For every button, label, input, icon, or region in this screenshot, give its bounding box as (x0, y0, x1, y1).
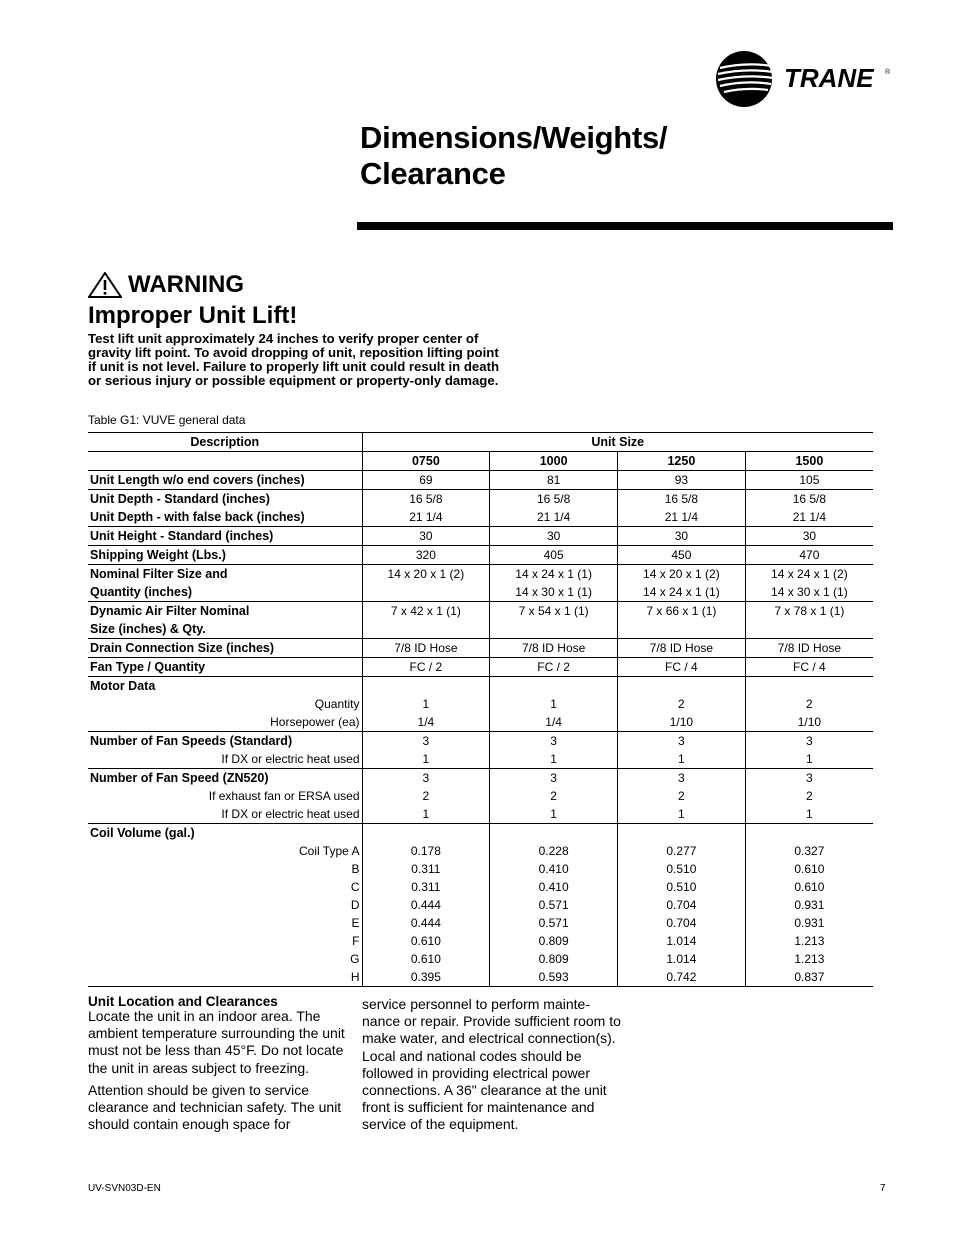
value-cell: 21 1/4 (362, 508, 490, 527)
row-label: Horsepower (ea) (270, 715, 360, 729)
trane-logo-mark (716, 50, 896, 110)
value-cell: 16 5/8 (745, 490, 873, 509)
row-label: Drain Connection Size (inches) (88, 639, 362, 658)
paragraph: Attention should be given to service clearance and technician safety. The unit should contain enough space for (88, 1081, 342, 1133)
value-cell: 30 (362, 527, 490, 546)
value-cell: 7/8 ID Hose (745, 639, 873, 658)
row-label: D (350, 898, 360, 912)
value-cell: 1/10 (745, 713, 873, 732)
value-cell: 1 (490, 695, 618, 713)
row-label: Quantity (314, 697, 360, 711)
table-row (88, 602, 873, 621)
value-cell: 3 (618, 769, 746, 788)
footer-page-number: 7 (880, 1183, 886, 1194)
table-caption: Table G1: VUVE general data (88, 413, 246, 427)
row-label: Coil Volume (gal.) (88, 824, 362, 843)
value-cell: 0.410 (490, 878, 618, 896)
value-cell: 7 x 42 x 1 (1) (362, 602, 490, 621)
row-label: Fan Type / Quantity (88, 658, 362, 677)
table-row (88, 787, 873, 805)
value-cell: 3 (618, 732, 746, 751)
paragraph: Locate the unit in an indoor area. The ambient temperature surrounding the unit must not be less than 45°F. Do not locate the unit in areas subject to freezing. (88, 1008, 345, 1076)
brand-logo (716, 50, 896, 110)
value-cell (362, 824, 490, 843)
value-cell: 0.610 (362, 950, 490, 968)
row-label: Motor Data (88, 677, 362, 696)
value-cell: 16 5/8 (362, 490, 490, 509)
value-cell: 30 (745, 527, 873, 546)
value-cell: 14 x 20 x 1 (2) (618, 565, 746, 584)
row-label: F (352, 934, 360, 948)
row-label: E (351, 916, 360, 930)
title-rule (357, 222, 893, 230)
value-cell: 1 (745, 750, 873, 769)
warning-heading-text: WARNING (128, 271, 244, 298)
section-heading: Unit Location and Clearances (88, 994, 278, 1009)
value-cell: FC / 4 (618, 658, 746, 677)
value-cell: 2 (618, 787, 746, 805)
row-label: Dynamic Air Filter Nominal (88, 602, 362, 621)
value-cell: 3 (745, 769, 873, 788)
value-cell: 1 (618, 750, 746, 769)
value-cell: 0.704 (618, 896, 746, 914)
page-title-line1: Dimensions/Weights/ (360, 120, 668, 155)
warning-triangle-icon (88, 272, 122, 298)
value-cell: 0.610 (745, 878, 873, 896)
value-cell: 3 (362, 732, 490, 751)
text-column-left (88, 1008, 350, 1138)
table-row (88, 583, 873, 602)
table-row (88, 968, 873, 987)
value-cell (745, 620, 873, 639)
value-cell: 7 x 66 x 1 (1) (618, 602, 746, 621)
row-label: Unit Height - Standard (inches) (88, 527, 362, 546)
paragraph: service personnel to perform mainte-nance or repair. Provide sufficient room to make water, and electrical connection(s). Local and national codes should be followed in providing electrical power connections. A 36" clearance at the unit front is sufficient for maintenance and service of the equipment. (362, 996, 621, 1133)
value-cell: FC / 2 (362, 658, 490, 677)
table-row (88, 471, 873, 490)
table-row (88, 527, 873, 546)
table-row (88, 878, 873, 896)
value-cell: 7/8 ID Hose (362, 639, 490, 658)
table-row (88, 565, 873, 584)
value-cell: 0.931 (745, 914, 873, 932)
value-cell: 2 (745, 695, 873, 713)
row-label: Unit Length w/o end covers (inches) (88, 471, 362, 490)
value-cell: 0.277 (618, 842, 746, 860)
value-cell: 21 1/4 (618, 508, 746, 527)
table-row (88, 950, 873, 968)
value-cell (362, 677, 490, 696)
text-column-right (362, 996, 624, 1139)
table-row (88, 750, 873, 769)
row-label: Number of Fan Speed (ZN520) (88, 769, 362, 788)
table-row (88, 824, 873, 843)
value-cell: 14 x 30 x 1 (1) (490, 583, 618, 602)
row-label: If DX or electric heat used (221, 807, 360, 821)
table-row (88, 639, 873, 658)
value-cell: 7 x 78 x 1 (1) (745, 602, 873, 621)
value-cell: 3 (362, 769, 490, 788)
value-cell: 81 (490, 471, 618, 490)
value-cell: 0.178 (362, 842, 490, 860)
row-label: B (351, 862, 360, 876)
value-cell (362, 620, 490, 639)
warning-heading (88, 271, 508, 299)
warning-body: Test lift unit approximately 24 inches to verify proper center of gravity lift point. To avoid dropping of unit, reposition lifting point if unit is not level. Failure to properly lift unit could result in death or serious injury or possible equipment or property-only damage. (88, 331, 500, 388)
value-cell: 0.610 (362, 932, 490, 950)
value-cell: 21 1/4 (490, 508, 618, 527)
row-label: Size (inches) & Qty. (90, 622, 206, 636)
table-row (88, 658, 873, 677)
row-label: If exhaust fan or ERSA used (208, 789, 360, 803)
value-cell: 0.311 (362, 860, 490, 878)
table-row (88, 805, 873, 824)
value-cell: FC / 4 (745, 658, 873, 677)
value-cell (745, 824, 873, 843)
value-cell: 1 (362, 805, 490, 824)
value-cell (362, 583, 490, 602)
table-row (88, 713, 873, 732)
value-cell: 0.837 (745, 968, 873, 987)
value-cell: 1 (490, 750, 618, 769)
unit-size-0750: 0750 (362, 452, 490, 471)
value-cell: 1 (618, 805, 746, 824)
value-cell: 3 (490, 732, 618, 751)
value-cell: 0.395 (362, 968, 490, 987)
value-cell: 0.742 (618, 968, 746, 987)
value-cell: 0.593 (490, 968, 618, 987)
vuve-general-data-table (88, 432, 873, 987)
value-cell: 1.014 (618, 932, 746, 950)
value-cell: 0.571 (490, 896, 618, 914)
value-cell: 0.809 (490, 932, 618, 950)
value-cell: 470 (745, 546, 873, 565)
value-cell: 2 (618, 695, 746, 713)
value-cell: 0.931 (745, 896, 873, 914)
value-cell: 14 x 20 x 1 (2) (362, 565, 490, 584)
value-cell: 1 (490, 805, 618, 824)
empty-header-cell (88, 452, 362, 471)
value-cell: 16 5/8 (490, 490, 618, 509)
value-cell: 3 (745, 732, 873, 751)
value-cell: 405 (490, 546, 618, 565)
table-row (88, 677, 873, 696)
row-label: Unit Depth - with false back (inches) (90, 510, 305, 524)
value-cell: 14 x 24 x 1 (1) (618, 583, 746, 602)
page-title-line2: Clearance (360, 156, 506, 191)
value-cell: 3 (490, 769, 618, 788)
value-cell: 1/4 (362, 713, 490, 732)
value-cell (490, 824, 618, 843)
table-row (88, 695, 873, 713)
table-row (88, 732, 873, 751)
table-row (88, 842, 873, 860)
value-cell: 450 (618, 546, 746, 565)
unit-size-1000: 1000 (490, 452, 618, 471)
brand-wordmark: TRANE (784, 63, 874, 93)
value-cell: 0.809 (490, 950, 618, 968)
unit-size-row (88, 452, 873, 471)
value-cell: 0.704 (618, 914, 746, 932)
value-cell: 21 1/4 (745, 508, 873, 527)
value-cell (490, 620, 618, 639)
value-cell: 1.014 (618, 950, 746, 968)
value-cell: FC / 2 (490, 658, 618, 677)
value-cell: 1.213 (745, 932, 873, 950)
value-cell: 2 (490, 787, 618, 805)
value-cell: 16 5/8 (618, 490, 746, 509)
table-row (88, 508, 873, 527)
value-cell: 0.510 (618, 860, 746, 878)
table-row (88, 769, 873, 788)
warning-subheading: Improper Unit Lift! (88, 302, 298, 329)
value-cell: 69 (362, 471, 490, 490)
value-cell: 0.410 (490, 860, 618, 878)
row-label: Coil Type A (299, 844, 360, 858)
value-cell: 30 (490, 527, 618, 546)
value-cell: 14 x 30 x 1 (1) (745, 583, 873, 602)
value-cell: 0.571 (490, 914, 618, 932)
warning-block (88, 271, 508, 388)
unit-size-1250: 1250 (618, 452, 746, 471)
value-cell: 0.610 (745, 860, 873, 878)
table-row (88, 620, 873, 639)
table-row (88, 896, 873, 914)
row-label: If DX or electric heat used (221, 752, 360, 766)
row-label: C (350, 880, 360, 894)
value-cell: 320 (362, 546, 490, 565)
page-title (360, 120, 880, 192)
row-label: G (350, 952, 360, 966)
value-cell (618, 620, 746, 639)
value-cell: 1.213 (745, 950, 873, 968)
unit-size-1500: 1500 (745, 452, 873, 471)
value-cell: 0.444 (362, 896, 490, 914)
row-label: H (88, 968, 362, 987)
value-cell: 7/8 ID Hose (618, 639, 746, 658)
value-cell: 0.327 (745, 842, 873, 860)
value-cell: 0.228 (490, 842, 618, 860)
value-cell: 7 x 54 x 1 (1) (490, 602, 618, 621)
table-row (88, 932, 873, 950)
table-row (88, 914, 873, 932)
value-cell: 1/4 (490, 713, 618, 732)
row-label: Number of Fan Speeds (Standard) (88, 732, 362, 751)
row-label: Unit Depth - Standard (inches) (88, 490, 362, 509)
value-cell: 105 (745, 471, 873, 490)
value-cell: 1/10 (618, 713, 746, 732)
value-cell: 0.510 (618, 878, 746, 896)
value-cell (618, 824, 746, 843)
value-cell: 1 (745, 805, 873, 824)
value-cell: 1 (362, 695, 490, 713)
row-label: Nominal Filter Size and (88, 565, 362, 584)
unit-size-header: Unit Size (362, 433, 873, 452)
value-cell: 14 x 24 x 1 (2) (745, 565, 873, 584)
svg-text:®: ® (885, 69, 891, 76)
value-cell (618, 677, 746, 696)
footer-doc-id: UV-SVN03D-EN (88, 1183, 161, 1194)
description-header: Description (88, 433, 362, 452)
value-cell: 7/8 ID Hose (490, 639, 618, 658)
value-cell: 1 (362, 750, 490, 769)
table-row (88, 490, 873, 509)
value-cell: 2 (745, 787, 873, 805)
row-label: Shipping Weight (Lbs.) (88, 546, 362, 565)
table-row (88, 546, 873, 565)
value-cell: 0.444 (362, 914, 490, 932)
value-cell: 2 (362, 787, 490, 805)
value-cell: 0.311 (362, 878, 490, 896)
value-cell: 30 (618, 527, 746, 546)
value-cell: 93 (618, 471, 746, 490)
value-cell (490, 677, 618, 696)
value-cell: 14 x 24 x 1 (1) (490, 565, 618, 584)
row-label: Quantity (inches) (90, 585, 193, 599)
value-cell (745, 677, 873, 696)
table-row (88, 860, 873, 878)
